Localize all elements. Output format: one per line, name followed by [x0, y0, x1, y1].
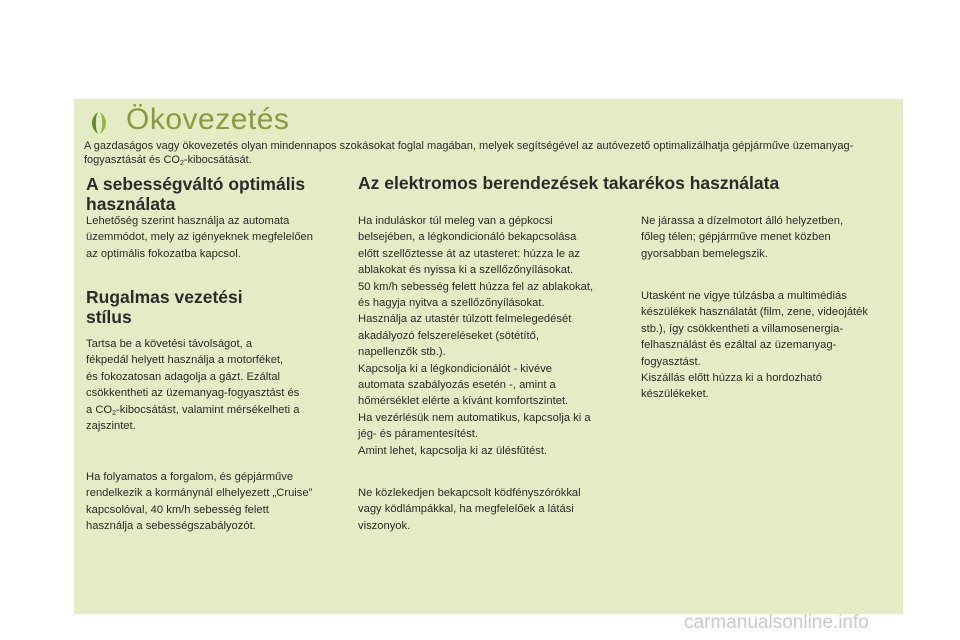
intro-text: A gazdaságos vagy ökovezetés olyan mindennapos szokásokat foglal magában, melyek segítségével az autóvezető optimalizálhatja gépjárműve üzemanyag-fogyasztását és $CO_2$-kibocsátását.: [84, 140, 854, 167]
watermark: carmanualsonline.info: [684, 612, 869, 633]
multimedia-text: Utasként ne vigye túlzásba a multimédiás készülékek használatát (film, zene, videojáték stb.), így csökkentheti a villamosenergia- felhasználást és ezáltal az üzemanyag- fogyasztást. Kiszállás előtt húzza ki a hordozható készülékeket.: [641, 290, 868, 401]
air-conditioning-text: Ha induláskor túl meleg van a gépkocsi belsejében, a légkondicionáló bekapcsolása előtt szellőztesse át az utasteret: húzza le az ablakokat és nyissa ki a szellőzőnyílásokat. 50 km/h sebesség felett húzza fel az ablakokat, és hagyja nyitva a szellőzőnyílásokat. Használja az utastér túlzott felmelegedését akadályozó felszereléseket (sötétítő, napellenzők stb.). Kapcsolja ki a légkondicionálót - kivéve automata szabályozás esetén -, amint a hőmérséklet elérte a kívánt komfortszintet. Ha vezérlésük nem automatikus, kapcsolja ki a jég- és páramentesítést. Amint lehet, kapcsolja ki az ülésfűtést.: [358, 215, 594, 457]
driving-style-text: Tartsa be a követési távolságot, a fékpedál helyett használja a motorféket, és fokozatosan adagolja a gázt. Ezáltal csökkentheti az üzemanyag-fogyasztást és a $CO_2$-kibocsátást, valamint mérsékelheti a zajszintet.: [86, 338, 300, 433]
eco-leaf-icon: [88, 110, 110, 136]
diesel-idle-text: Ne járassa a dízelmotort álló helyzetben, főleg télen; gépjárműve menet közben gyorsabban bemelegszik.: [641, 215, 844, 260]
page-title: Ökovezetés: [126, 103, 290, 136]
heading-gear-shift: A sebességváltó optimális használata: [86, 174, 306, 214]
heading-driving-style: Rugalmas vezetési stílus: [86, 287, 243, 327]
cruise-control-text: Ha folyamatos a forgalom, és gépjárműve rendelkezik a kormánynál elhelyezett „Cruise” kapcsolóval, 40 km/h sebesség felett használja a sebességszabályozót.: [86, 471, 313, 533]
fog-lights-text: Ne közlekedjen bekapcsolt ködfényszórókkal vagy ködlámpákkal, ha megfelelőek a látási viszonyok.: [358, 487, 581, 532]
gear-shift-text: Lehetőség szerint használja az automata üzemmódot, mely az igényeknek megfelelően az optimális fokozatba kapcsol.: [86, 215, 313, 260]
heading-electrical-equipment: Az elektromos berendezések takarékos használata: [358, 173, 780, 193]
